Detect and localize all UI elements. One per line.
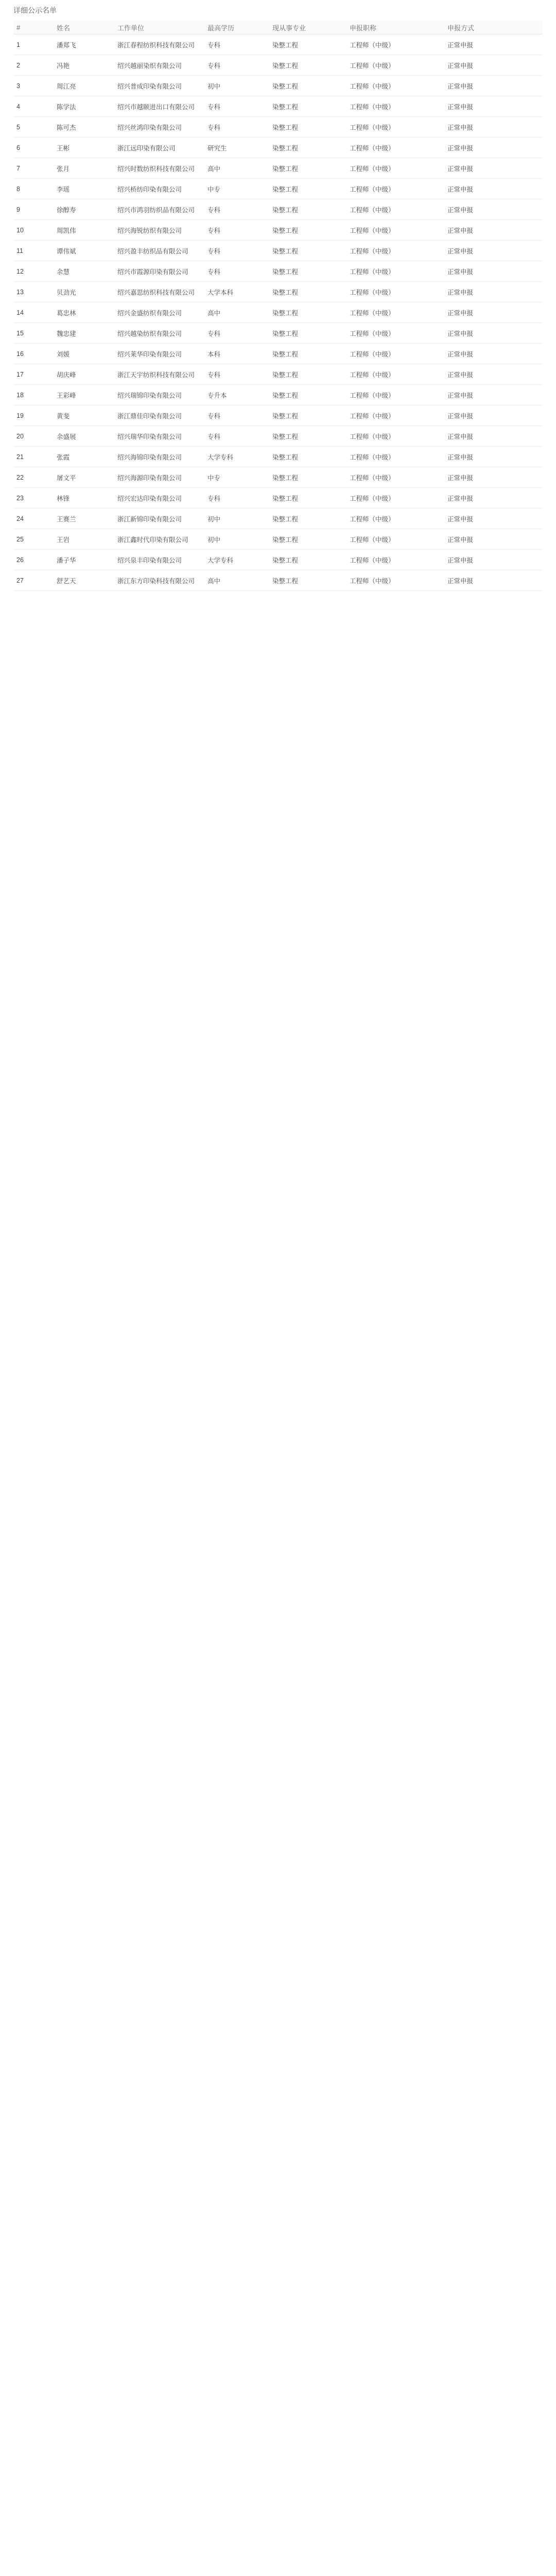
table-cell: 绍兴市霞源印染有限公司 — [114, 261, 204, 282]
table-cell: 染整工程 — [269, 344, 346, 364]
table-cell: 大学本科 — [204, 282, 269, 302]
table-row — [13, 199, 543, 220]
table-cell: 14 — [13, 302, 54, 323]
table-cell: 绍兴盈丰纺织品有限公司 — [114, 241, 204, 261]
table-cell: 绍兴丝鸿印染有限公司 — [114, 117, 204, 138]
table-cell: 徐醇寿 — [54, 199, 114, 220]
table-header-row — [13, 21, 543, 35]
table-cell: 专科 — [204, 55, 269, 76]
table-cell: 贝劲光 — [54, 282, 114, 302]
table-cell: 专科 — [204, 199, 269, 220]
table-cell: 正常申报 — [444, 344, 543, 364]
table-cell: 工程师（中级） — [346, 179, 444, 199]
table-row — [13, 344, 543, 364]
table-cell: 屠文平 — [54, 467, 114, 488]
table-cell: 正常申报 — [444, 405, 543, 426]
table-cell: 专科 — [204, 488, 269, 509]
table-cell: 工程师（中级） — [346, 467, 444, 488]
table-cell: 初中 — [204, 529, 269, 550]
table-cell: 王赛兰 — [54, 509, 114, 529]
table-cell: 工程师（中级） — [346, 323, 444, 344]
table-row — [13, 550, 543, 570]
table-cell: 正常申报 — [444, 364, 543, 385]
table-cell: 工程师（中级） — [346, 302, 444, 323]
table-cell: 4 — [13, 96, 54, 117]
table-cell: 染整工程 — [269, 117, 346, 138]
table-cell: 绍兴普成印染有限公司 — [114, 76, 204, 96]
table-cell: 正常申报 — [444, 220, 543, 241]
table-cell: 正常申报 — [444, 158, 543, 179]
table-cell: 染整工程 — [269, 509, 346, 529]
table-cell: 正常申报 — [444, 117, 543, 138]
table-row — [13, 117, 543, 138]
table-cell: 绍兴海源印染有限公司 — [114, 467, 204, 488]
table-cell: 16 — [13, 344, 54, 364]
table-cell: 绍兴越染纺织有限公司 — [114, 323, 204, 344]
table-row — [13, 76, 543, 96]
table-cell: 染整工程 — [269, 261, 346, 282]
table-cell: 9 — [13, 199, 54, 220]
table-cell: 王岩 — [54, 529, 114, 550]
table-cell: 工程师（中级） — [346, 241, 444, 261]
table-cell: 工程师（中级） — [346, 199, 444, 220]
column-header: # — [13, 21, 54, 35]
table-cell: 工程师（中级） — [346, 364, 444, 385]
table-cell: 大学专科 — [204, 447, 269, 467]
table-cell: 工程师（中级） — [346, 35, 444, 55]
table-cell: 正常申报 — [444, 199, 543, 220]
table-cell: 染整工程 — [269, 55, 346, 76]
table-cell: 正常申报 — [444, 385, 543, 405]
table-cell: 浙江鑫时代印染有限公司 — [114, 529, 204, 550]
table-cell: 染整工程 — [269, 302, 346, 323]
table-cell: 工程师（中级） — [346, 529, 444, 550]
table-cell: 绍兴市鸿羽纺织品有限公司 — [114, 199, 204, 220]
table-cell: 陈学法 — [54, 96, 114, 117]
nominee-table-wrapper — [13, 21, 543, 2576]
table-cell: 染整工程 — [269, 467, 346, 488]
table-cell: 正常申报 — [444, 179, 543, 199]
table-cell: 张霞 — [54, 447, 114, 467]
table-cell: 中专 — [204, 467, 269, 488]
table-cell: 工程师（中级） — [346, 426, 444, 447]
table-row — [13, 261, 543, 282]
table-row — [13, 35, 543, 55]
table-cell: 染整工程 — [269, 488, 346, 509]
table-cell: 染整工程 — [269, 364, 346, 385]
table-cell: 王彩峰 — [54, 385, 114, 405]
table-cell: 13 — [13, 282, 54, 302]
table-cell: 初中 — [204, 76, 269, 96]
table-cell: 专科 — [204, 35, 269, 55]
column-header: 姓名 — [54, 21, 114, 35]
table-cell: 染整工程 — [269, 158, 346, 179]
table-cell: 2 — [13, 55, 54, 76]
table-cell: 绍兴金盛纺织有限公司 — [114, 302, 204, 323]
table-cell: 余慧 — [54, 261, 114, 282]
column-header: 工作单位 — [114, 21, 204, 35]
table-cell: 5 — [13, 117, 54, 138]
table-row — [13, 405, 543, 426]
table-cell: 专科 — [204, 96, 269, 117]
table-cell: 高中 — [204, 158, 269, 179]
table-cell: 魏忠建 — [54, 323, 114, 344]
table-cell: 浙江东方印染科技有限公司 — [114, 570, 204, 591]
table-cell: 葛忠林 — [54, 302, 114, 323]
table-cell: 陈可杰 — [54, 117, 114, 138]
table-cell: 工程师（中级） — [346, 385, 444, 405]
table-cell: 浙江春程纺织科技有限公司 — [114, 35, 204, 55]
table-cell: 18 — [13, 385, 54, 405]
table-cell: 1 — [13, 35, 54, 55]
table-cell: 26 — [13, 550, 54, 570]
table-cell: 正常申报 — [444, 96, 543, 117]
table-cell: 正常申报 — [444, 467, 543, 488]
table-row — [13, 364, 543, 385]
table-row — [13, 447, 543, 467]
table-row — [13, 96, 543, 117]
table-row — [13, 509, 543, 529]
table-cell: 研究生 — [204, 138, 269, 158]
table-cell: 正常申报 — [444, 488, 543, 509]
table-row — [13, 241, 543, 261]
table-row — [13, 302, 543, 323]
table-cell: 正常申报 — [444, 35, 543, 55]
table-cell: 李瑶 — [54, 179, 114, 199]
table-cell: 染整工程 — [269, 529, 346, 550]
table-cell: 工程师（中级） — [346, 138, 444, 158]
table-cell: 23 — [13, 488, 54, 509]
table-cell: 周凯伟 — [54, 220, 114, 241]
table-cell: 工程师（中级） — [346, 55, 444, 76]
table-cell: 专科 — [204, 426, 269, 447]
table-cell: 15 — [13, 323, 54, 344]
table-cell: 绍兴市越颐进出口有限公司 — [114, 96, 204, 117]
table-cell: 24 — [13, 509, 54, 529]
table-cell: 本科 — [204, 344, 269, 364]
table-cell: 谭伟斌 — [54, 241, 114, 261]
table-cell: 专科 — [204, 323, 269, 344]
table-cell: 3 — [13, 76, 54, 96]
table-cell: 绍兴时数纺织科技有限公司 — [114, 158, 204, 179]
table-cell: 染整工程 — [269, 405, 346, 426]
table-cell: 绍兴越丽染织有限公司 — [114, 55, 204, 76]
table-cell: 正常申报 — [444, 55, 543, 76]
table-row — [13, 179, 543, 199]
table-cell: 正常申报 — [444, 138, 543, 158]
table-cell: 工程师（中级） — [346, 509, 444, 529]
table-cell: 工程师（中级） — [346, 261, 444, 282]
table-cell: 工程师（中级） — [346, 76, 444, 96]
table-cell: 6 — [13, 138, 54, 158]
table-cell: 专科 — [204, 241, 269, 261]
table-cell: 染整工程 — [269, 385, 346, 405]
table-cell: 舒艺天 — [54, 570, 114, 591]
table-cell: 绍兴海锦印染有限公司 — [114, 447, 204, 467]
table-cell: 染整工程 — [269, 550, 346, 570]
table-cell: 正常申报 — [444, 529, 543, 550]
table-cell: 初中 — [204, 509, 269, 529]
table-cell: 11 — [13, 241, 54, 261]
table-cell: 王彬 — [54, 138, 114, 158]
table-cell: 染整工程 — [269, 76, 346, 96]
table-cell: 8 — [13, 179, 54, 199]
table-row — [13, 570, 543, 591]
table-cell: 10 — [13, 220, 54, 241]
table-cell: 染整工程 — [269, 241, 346, 261]
table-cell: 染整工程 — [269, 570, 346, 591]
table-row — [13, 323, 543, 344]
table-cell: 19 — [13, 405, 54, 426]
table-cell: 专科 — [204, 220, 269, 241]
table-cell: 正常申报 — [444, 241, 543, 261]
column-header: 最高学历 — [204, 21, 269, 35]
table-row — [13, 282, 543, 302]
table-cell: 绍兴瑞锦印染有限公司 — [114, 385, 204, 405]
table-cell: 25 — [13, 529, 54, 550]
table-cell: 7 — [13, 158, 54, 179]
table-cell: 中专 — [204, 179, 269, 199]
table-cell: 染整工程 — [269, 447, 346, 467]
table-cell: 工程师（中级） — [346, 220, 444, 241]
table-cell: 27 — [13, 570, 54, 591]
table-cell: 正常申报 — [444, 323, 543, 344]
table-row — [13, 529, 543, 550]
table-cell: 工程师（中级） — [346, 158, 444, 179]
table-cell: 浙江远印染有限公司 — [114, 138, 204, 158]
table-cell: 正常申报 — [444, 570, 543, 591]
table-cell: 工程师（中级） — [346, 405, 444, 426]
table-cell: 工程师（中级） — [346, 550, 444, 570]
table-cell: 染整工程 — [269, 323, 346, 344]
table-row — [13, 138, 543, 158]
table-cell: 潘郑飞 — [54, 35, 114, 55]
table-cell: 林锋 — [54, 488, 114, 509]
table-cell: 正常申报 — [444, 282, 543, 302]
table-cell: 工程师（中级） — [346, 117, 444, 138]
table-cell: 染整工程 — [269, 220, 346, 241]
table-cell: 工程师（中级） — [346, 344, 444, 364]
nominee-table — [13, 21, 543, 591]
table-cell: 浙江新锦印染有限公司 — [114, 509, 204, 529]
table-cell: 潘子华 — [54, 550, 114, 570]
table-cell: 工程师（中级） — [346, 282, 444, 302]
table-cell: 正常申报 — [444, 550, 543, 570]
table-row — [13, 488, 543, 509]
table-cell: 正常申报 — [444, 447, 543, 467]
table-row — [13, 158, 543, 179]
table-cell: 周江亮 — [54, 76, 114, 96]
table-cell: 绍兴海锐纺织有限公司 — [114, 220, 204, 241]
table-cell: 正常申报 — [444, 261, 543, 282]
table-cell: 绍兴桥纺印染有限公司 — [114, 179, 204, 199]
table-row — [13, 385, 543, 405]
table-cell: 12 — [13, 261, 54, 282]
column-header: 现从事专业 — [269, 21, 346, 35]
table-cell: 正常申报 — [444, 302, 543, 323]
table-cell: 高中 — [204, 570, 269, 591]
page-title: 详细公示名单 — [13, 6, 57, 14]
table-cell: 染整工程 — [269, 282, 346, 302]
table-cell: 胡庆峰 — [54, 364, 114, 385]
table-cell: 染整工程 — [269, 179, 346, 199]
table-cell: 染整工程 — [269, 138, 346, 158]
table-cell: 绍兴嘉思纺织科技有限公司 — [114, 282, 204, 302]
table-cell: 21 — [13, 447, 54, 467]
table-cell: 正常申报 — [444, 509, 543, 529]
table-row — [13, 220, 543, 241]
table-cell: 专科 — [204, 117, 269, 138]
table-cell: 17 — [13, 364, 54, 385]
table-row — [13, 467, 543, 488]
table-cell: 工程师（中级） — [346, 447, 444, 467]
column-header: 申报方式 — [444, 21, 543, 35]
table-body — [13, 35, 543, 591]
table-cell: 染整工程 — [269, 426, 346, 447]
table-cell: 染整工程 — [269, 35, 346, 55]
table-cell: 专科 — [204, 405, 269, 426]
table-cell: 工程师（中级） — [346, 488, 444, 509]
table-cell: 高中 — [204, 302, 269, 323]
table-cell: 绍兴瑞华印染有限公司 — [114, 426, 204, 447]
table-cell: 专科 — [204, 364, 269, 385]
table-cell: 张月 — [54, 158, 114, 179]
table-row — [13, 55, 543, 76]
table-cell: 浙江天宇纺织科技有限公司 — [114, 364, 204, 385]
table-cell: 正常申报 — [444, 426, 543, 447]
table-cell: 绍兴莱华印染有限公司 — [114, 344, 204, 364]
table-cell: 工程师（中级） — [346, 96, 444, 117]
table-cell: 20 — [13, 426, 54, 447]
table-cell: 染整工程 — [269, 199, 346, 220]
table-cell: 22 — [13, 467, 54, 488]
table-cell: 染整工程 — [269, 96, 346, 117]
table-cell: 绍兴泉丰印染有限公司 — [114, 550, 204, 570]
table-cell: 余盛展 — [54, 426, 114, 447]
table-cell: 绍兴宏达印染有限公司 — [114, 488, 204, 509]
table-cell: 刘媛 — [54, 344, 114, 364]
table-cell: 专升本 — [204, 385, 269, 405]
table-cell: 黄斐 — [54, 405, 114, 426]
column-header: 申报职称 — [346, 21, 444, 35]
table-cell: 工程师（中级） — [346, 570, 444, 591]
table-cell: 冯艳 — [54, 55, 114, 76]
table-row — [13, 426, 543, 447]
table-cell: 专科 — [204, 261, 269, 282]
table-cell: 浙江鼎佳印染有限公司 — [114, 405, 204, 426]
table-cell: 正常申报 — [444, 76, 543, 96]
table-cell: 大学专科 — [204, 550, 269, 570]
